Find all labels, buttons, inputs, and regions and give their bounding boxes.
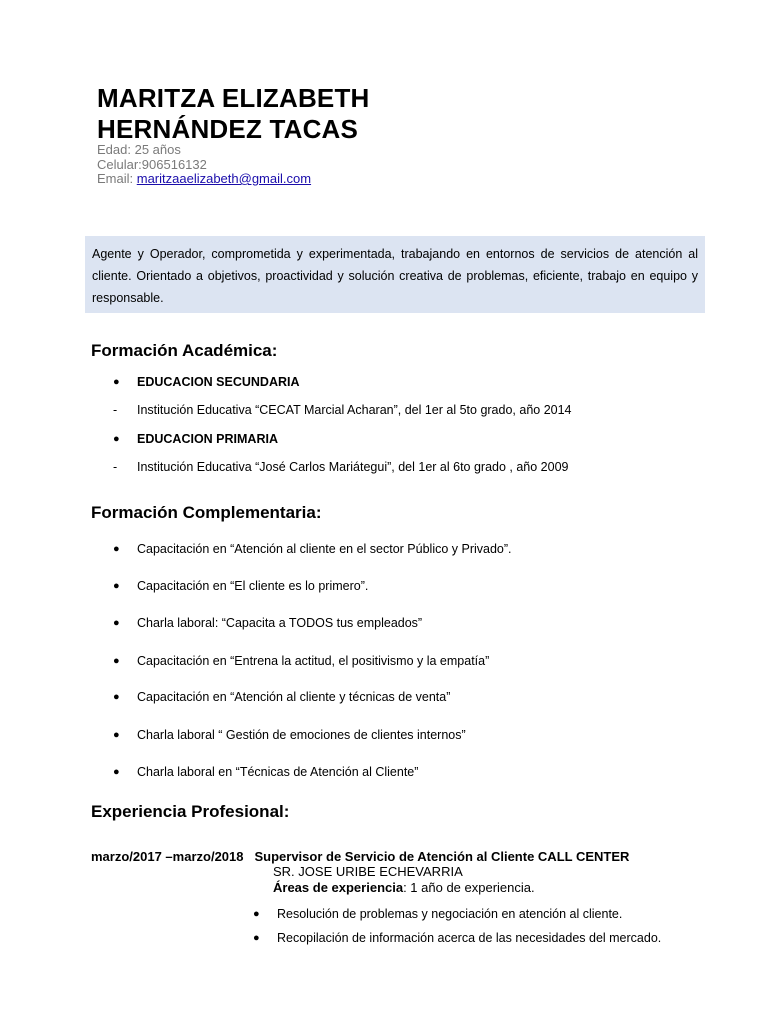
contact-info bbox=[97, 143, 311, 187]
bullet-marker: ● bbox=[113, 766, 120, 778]
bullet-marker: ● bbox=[253, 932, 260, 944]
course-text: Charla laboral en “Técnicas de Atención al Cliente” bbox=[137, 765, 419, 779]
task-text: Resolución de problemas y negociación en atención al cliente. bbox=[277, 907, 623, 921]
bullet-marker: ● bbox=[113, 617, 120, 629]
experience-heading: Experiencia Profesional: bbox=[91, 802, 290, 821]
course-text: Charla laboral: “Capacita a TODOS tus empleados” bbox=[137, 616, 423, 630]
course-text: Capacitación en “Entrena la actitud, el positivismo y la empatía” bbox=[137, 654, 490, 668]
education-item bbox=[113, 432, 278, 446]
bullet-marker: ● bbox=[113, 655, 120, 667]
bullet-marker: ● bbox=[113, 543, 120, 555]
bullet-marker: ● bbox=[113, 691, 120, 703]
full-name bbox=[97, 83, 370, 145]
course-text: Capacitación en “El cliente es lo primero”. bbox=[137, 579, 369, 593]
education-institution: Institución Educativa “José Carlos Mariátegui”, del 1er al 6to grado , año 2009 bbox=[137, 460, 569, 474]
bullet-marker: ● bbox=[113, 376, 120, 388]
course-item bbox=[113, 654, 489, 668]
areas-value: : 1 año de experiencia. bbox=[403, 880, 535, 895]
job-period: marzo/2017 –marzo/2018 bbox=[91, 849, 244, 864]
name-line-2: HERNÁNDEZ TACAS bbox=[97, 114, 359, 144]
education-institution: Institución Educativa “CECAT Marcial Acharan”, del 1er al 5to grado, año 2014 bbox=[137, 403, 572, 417]
dash-marker: - bbox=[113, 403, 118, 417]
education-item bbox=[113, 460, 569, 474]
course-item bbox=[113, 616, 422, 630]
course-text: Capacitación en “Atención al cliente en el sector Público y Privado”. bbox=[137, 542, 512, 556]
bullet-marker: ● bbox=[253, 908, 260, 920]
name-line-1: MARITZA ELIZABETH bbox=[97, 83, 370, 113]
job-employer: SR. JOSE URIBE ECHEVARRIA bbox=[273, 864, 463, 879]
course-item bbox=[113, 765, 418, 779]
age-text: Edad: 25 años bbox=[97, 142, 181, 157]
complementary-heading: Formación Complementaria: bbox=[91, 503, 322, 522]
course-item bbox=[113, 728, 466, 742]
course-item bbox=[113, 579, 368, 593]
email-label: Email: bbox=[97, 171, 137, 186]
course-item bbox=[113, 690, 450, 704]
areas-label: Áreas de experiencia bbox=[273, 880, 404, 895]
email-link[interactable]: maritzaaelizabeth@gmail.com bbox=[136, 171, 312, 186]
dash-marker: - bbox=[113, 460, 118, 474]
education-level: EDUCACION SECUNDARIA bbox=[137, 375, 300, 389]
education-item bbox=[113, 375, 300, 389]
job-areas bbox=[273, 880, 535, 895]
job-title: Supervisor de Servicio de Atención al Cliente CALL CENTER bbox=[254, 849, 630, 864]
course-item bbox=[113, 542, 512, 556]
job-task bbox=[253, 931, 661, 945]
email-line bbox=[97, 172, 311, 187]
job-header bbox=[91, 849, 629, 864]
bullet-marker: ● bbox=[113, 580, 120, 592]
profile-summary: Agente y Operador, comprometida y experimentada, trabajando en entornos de servicios de atención al cliente. Orientado a objetivos, proactividad y solución creativa de problemas, eficiente, trabajo en equipo y responsable. bbox=[85, 236, 705, 313]
job-task bbox=[253, 907, 622, 921]
course-text: Capacitación en “Atención al cliente y técnicas de venta” bbox=[137, 690, 451, 704]
task-text: Recopilación de información acerca de las necesidades del mercado. bbox=[277, 931, 662, 945]
course-text: Charla laboral “ Gestión de emociones de clientes internos” bbox=[137, 728, 466, 742]
phone-text: Celular:906516132 bbox=[97, 156, 207, 172]
bullet-marker: ● bbox=[113, 729, 120, 741]
education-level: EDUCACION PRIMARIA bbox=[137, 432, 278, 446]
education-item bbox=[113, 403, 572, 417]
education-heading: Formación Académica: bbox=[91, 341, 278, 360]
bullet-marker: ● bbox=[113, 433, 120, 445]
